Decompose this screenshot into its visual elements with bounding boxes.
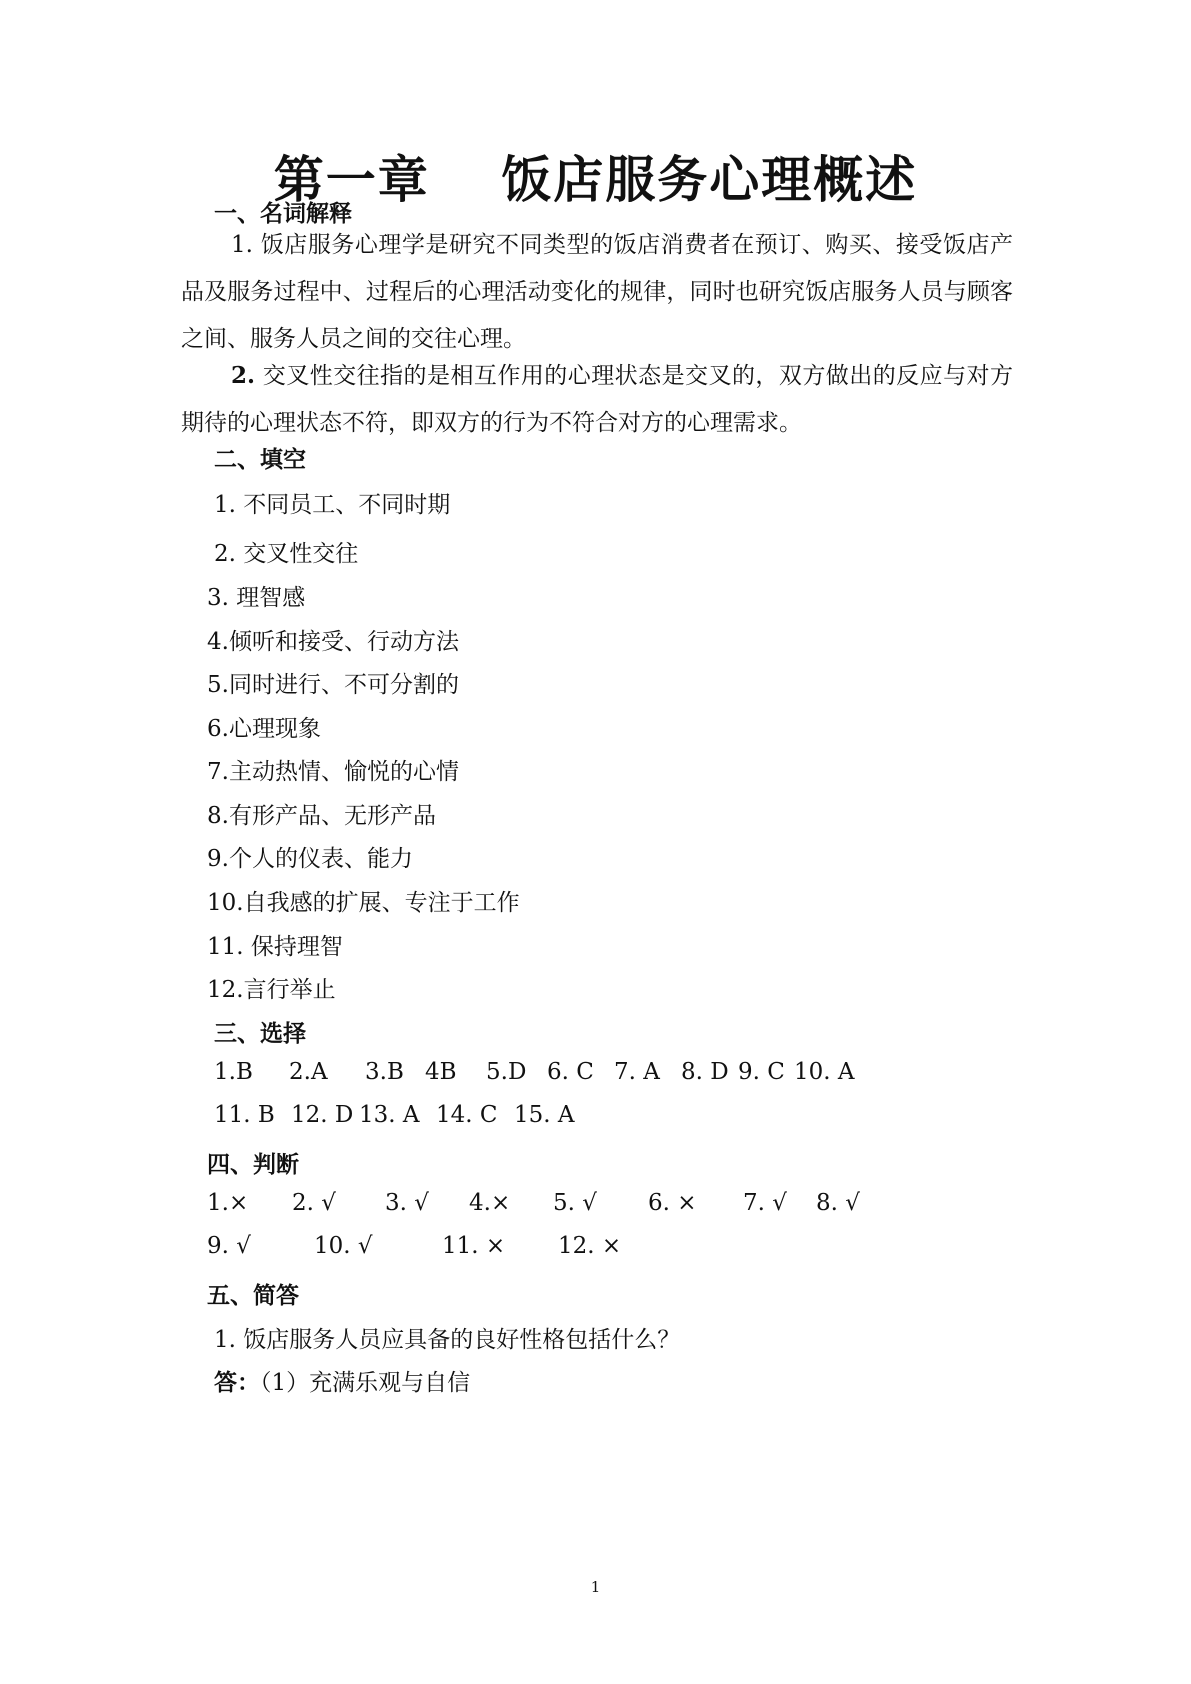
fill-item-4: 4.倾听和接受、行动方法 (207, 629, 459, 655)
judgment-answer: 12. × (558, 1233, 622, 1259)
choice-answers-row-2 (0, 1102, 1191, 1132)
fill-item-7: 7.主动热情、愉悦的心情 (207, 759, 459, 785)
fill-item-3: 3. 理智感 (207, 585, 306, 611)
choice-answer: 2.A (289, 1059, 328, 1085)
section-heading-choice: 三、选择 (214, 1021, 306, 1047)
judgment-answer: 2. √ (292, 1190, 336, 1216)
judgment-answer: 1.× (207, 1190, 249, 1216)
chapter-title: 第一章 饭店服务心理概述 (273, 151, 918, 209)
judgment-answer: 10. √ (314, 1233, 373, 1259)
choice-answer: 1.B (214, 1059, 253, 1085)
choice-answer: 5.D (486, 1059, 527, 1085)
fill-item-2: 2. 交叉性交往 (214, 541, 359, 567)
fill-item-9: 9.个人的仪表、能力 (207, 846, 413, 872)
choice-answer: 13. A (359, 1102, 420, 1128)
section-heading-short-answer: 五、简答 (207, 1283, 299, 1309)
judgment-answer: 5. √ (553, 1190, 597, 1216)
choice-answer: 14. C (436, 1102, 498, 1128)
fill-item-5: 5.同时进行、不可分割的 (207, 672, 459, 698)
choice-answer: 15. A (514, 1102, 575, 1128)
judgment-answer: 8. √ (816, 1190, 860, 1216)
fill-item-6: 6.心理现象 (207, 716, 321, 742)
choice-answer: 7. A (614, 1059, 660, 1085)
answer-text: （1）充满乐观与自信 (260, 1370, 471, 1396)
choice-answer: 8. D (681, 1059, 729, 1085)
choice-answer: 10. A (794, 1059, 855, 1085)
choice-answer: 12. D (291, 1102, 354, 1128)
judgment-answer: 3. √ (385, 1190, 429, 1216)
choice-answer: 6. C (547, 1059, 594, 1085)
fill-item-10: 10.自我感的扩展、专注于工作 (207, 890, 520, 916)
definition-paragraph-2 (181, 352, 1013, 447)
choice-answer: 3.B (365, 1059, 404, 1085)
choice-answer: 11. B (214, 1102, 275, 1128)
judgment-answers-row-2 (0, 1233, 1191, 1263)
answer-label: 答： (214, 1369, 260, 1396)
section-heading-terms: 一、名词解释 (214, 201, 352, 227)
judgment-answer: 4.× (469, 1190, 511, 1216)
definition-2-number: 2. (231, 362, 256, 389)
definition-paragraph-1: 1. 饭店服务心理学是研究不同类型的饭店消费者在预订、购买、接受饭店产品及服务过程中、过程后的心理活动变化的规律，同时也研究饭店服务人员与顾客之间、服务人员之间的交往心理。 (181, 232, 1013, 352)
section-heading-judgment: 四、判断 (207, 1152, 299, 1178)
judgment-answer: 9. √ (207, 1233, 251, 1259)
fill-item-1: 1. 不同员工、不同时期 (214, 492, 451, 518)
page-number: 1 (590, 1578, 601, 1596)
short-answer-question-1: 1. 饭店服务人员应具备的良好性格包括什么？ (214, 1327, 681, 1353)
choice-answers-row-1 (0, 1059, 1191, 1089)
judgment-answer: 11. × (442, 1233, 506, 1259)
definition-2-text: 交叉性交往指的是相互作用的心理状态是交叉的，双方做出的反应与对方期待的心理状态不符，即双方的行为不符合对方的心理需求。 (181, 363, 1013, 436)
fill-item-12: 12.言行举止 (207, 977, 336, 1003)
choice-answer: 4B (425, 1059, 457, 1085)
section-heading-fill-blank: 二、填空 (214, 447, 306, 473)
judgment-answers-row-1 (0, 1190, 1191, 1220)
judgment-answer: 6. × (648, 1190, 697, 1216)
choice-answer: 9. C (738, 1059, 785, 1085)
fill-item-8: 8.有形产品、无形产品 (207, 803, 436, 829)
judgment-answer: 7. √ (743, 1190, 787, 1216)
fill-item-11: 11. 保持理智 (207, 934, 343, 960)
short-answer-response-1 (214, 1364, 470, 1397)
